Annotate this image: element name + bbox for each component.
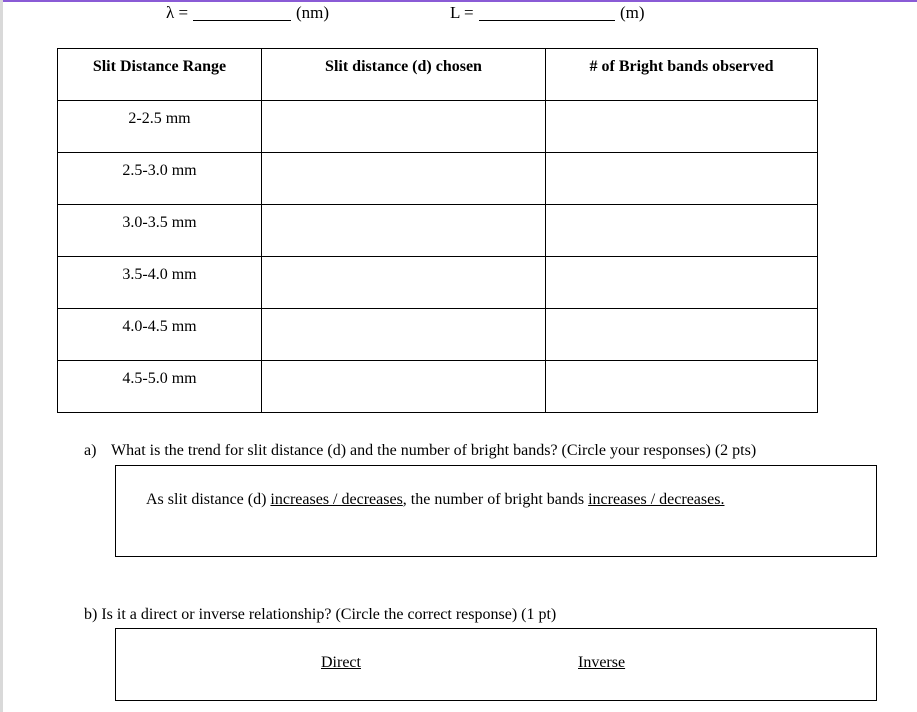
bands-cell[interactable] xyxy=(546,309,818,361)
header-slit-distance-range: Slit Distance Range xyxy=(58,49,262,101)
slit-distance-table xyxy=(57,48,818,413)
option-inverse[interactable]: Inverse xyxy=(578,654,626,671)
lambda-blank[interactable] xyxy=(193,20,291,21)
question-a-text: What is the trend for slit distance (d) and the number of bright bands? (Circle your responses) (2 pts) xyxy=(111,442,757,459)
bands-cell[interactable] xyxy=(546,361,818,413)
bands-cell[interactable] xyxy=(546,153,818,205)
lambda-unit: (nm) xyxy=(296,3,330,22)
range-cell: 2-2.5 mm xyxy=(58,101,262,153)
l-blank[interactable] xyxy=(479,20,615,21)
top-border xyxy=(0,0,917,2)
bands-cell[interactable] xyxy=(546,257,818,309)
chosen-cell[interactable] xyxy=(262,309,546,361)
range-cell: 4.5-5.0 mm xyxy=(58,361,262,413)
range-cell: 2.5-3.0 mm xyxy=(58,153,262,205)
chosen-cell[interactable] xyxy=(262,257,546,309)
option-direct[interactable]: Direct xyxy=(321,654,361,671)
range-cell: 3.5-4.0 mm xyxy=(58,257,262,309)
table-row xyxy=(58,257,818,309)
table-row xyxy=(58,153,818,205)
l-unit: (m) xyxy=(620,3,645,22)
trend-choice-slit[interactable]: increases / decreases xyxy=(270,491,403,508)
lambda-label: λ = xyxy=(166,3,189,22)
left-border xyxy=(0,0,3,712)
chosen-cell[interactable] xyxy=(262,101,546,153)
answer-box-b[interactable] xyxy=(115,628,877,701)
range-cell: 3.0-3.5 mm xyxy=(58,205,262,257)
header-bright-bands-observed: # of Bright bands observed xyxy=(546,49,818,101)
table-row xyxy=(58,309,818,361)
question-b-text: b) Is it a direct or inverse relationship? (Circle the correct response) (1 pt) xyxy=(84,606,557,623)
table-row xyxy=(58,205,818,257)
answer-a-middle: , the number of bright bands xyxy=(402,491,589,508)
chosen-cell[interactable] xyxy=(262,205,546,257)
table-header-row xyxy=(58,49,818,101)
bands-cell[interactable] xyxy=(546,205,818,257)
answer-box-a[interactable] xyxy=(115,465,877,557)
table-row xyxy=(58,101,818,153)
answer-a-sentence xyxy=(146,491,724,509)
chosen-cell[interactable] xyxy=(262,153,546,205)
bands-cell[interactable] xyxy=(546,101,818,153)
trend-choice-bands[interactable]: increases / decreases. xyxy=(588,491,725,508)
chosen-cell[interactable] xyxy=(262,361,546,413)
l-label: L = xyxy=(450,3,474,22)
range-cell: 4.0-4.5 mm xyxy=(58,309,262,361)
answer-a-prefix: As slit distance (d) xyxy=(146,491,271,508)
table-row xyxy=(58,361,818,413)
header-slit-distance-chosen: Slit distance (d) chosen xyxy=(262,49,546,101)
question-a-marker: a) xyxy=(84,442,97,459)
